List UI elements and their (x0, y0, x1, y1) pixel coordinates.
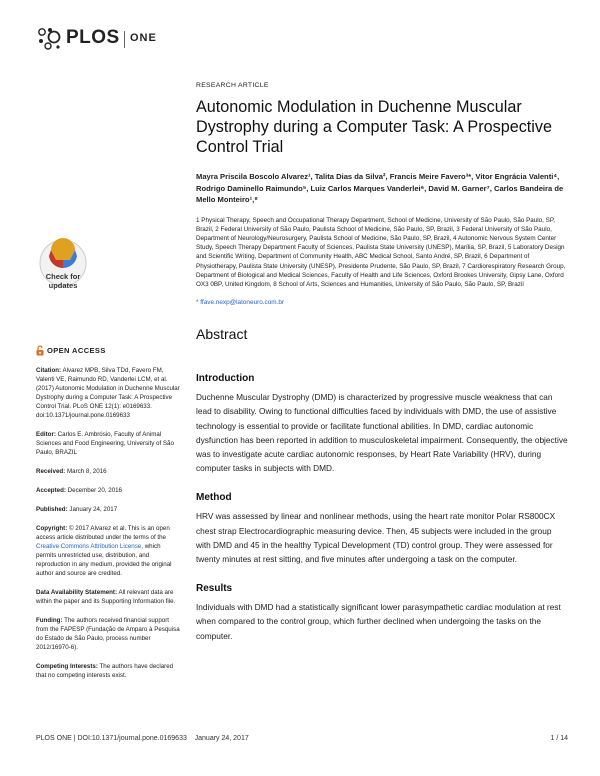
published-date: January 24, 2017 (69, 506, 118, 513)
article-metadata-sidebar (36, 345, 181, 690)
section-text-introduction: Duchenne Muscular Dystrophy (DMD) is characterized by progressive muscle weakness that can lead to disability. Owing to functional difficulties faced by individuals with DMD, the use of assistive technology is essential to provide or facilitate functional abilities. In DMD, cardiac autonomic dysfunction has been reported in addition to musculoskeletal impairment. Consequently, the objective was to investigate acute cardiac autonomic responses, by Heart Rate Variability (HRV), during computer tasks in subjects with DMD. (196, 392, 568, 474)
accepted (36, 486, 181, 495)
copyright-text-end: , which permits unrestricted use, distribution, and reproduction in any medium, provided the original author and source are credited. (36, 543, 172, 577)
check-for-updates-badge[interactable] (38, 238, 88, 298)
abstract-heading: Abstract (196, 326, 248, 343)
citation (36, 366, 181, 420)
author-list: Mayra Priscila Boscolo Alvarez¹, Talita Dias da Silva², Francis Meire Favero³*, Vitor Engrácia Valenti⁴, Rodrigo Daminello Raimundo⁵, Luiz Carlos Marques Vanderlei⁶, David M. Garner⁷, Carlos Bandeira de Mello Monteiro¹,⁸ (196, 172, 564, 204)
citation-text: Alvarez MPB, Silva TDd, Favero FM, Valenti VE, Raimundo RD, Vanderlei LCM, et al. (2017) Autonomic Modulation in Duchenne Muscular Dystrophy during a Computer Task: A Prospective Control Trial. PLoS ONE 12(1): e0169633. doi:10.1371/journal.pone.0169633 (36, 367, 180, 419)
competing-interests (36, 662, 181, 680)
article-title: Autonomic Modulation in Duchenne Muscular Dystrophy during a Computer Task: A Prospective Control Trial (196, 98, 552, 156)
license-link[interactable]: Creative Commons Attribution License (36, 543, 142, 550)
section-heading-method: Method (196, 492, 232, 504)
page-number: 1 / 14 (550, 735, 568, 742)
editor-text: Carlos E. Ambrósio, Faculty of Animal Sciences and Food Engineering, University of São Paulo, BRAZIL (36, 431, 174, 456)
open-access-badge (36, 345, 181, 356)
open-access-label: OPEN ACCESS (47, 346, 106, 355)
section-heading-results: Results (196, 583, 233, 595)
footer-citation: PLOS ONE | DOI:10.1371/journal.pone.0169633 January 24, 2017 (36, 735, 249, 742)
accepted-date: December 20, 2016 (67, 487, 123, 494)
copyright-label: Copyright: (36, 525, 68, 532)
received (36, 467, 181, 476)
published-label: Published: (36, 506, 68, 513)
funding (36, 616, 181, 652)
article-type-label: RESEARCH ARTICLE (196, 82, 269, 89)
affiliations: 1 Physical Therapy, Speech and Occupational Therapy Department, School of Medicine, University of São Paulo, São Paulo, SP, Brazil, 2 Federal University of São Paulo, Paulista School of Medicine, São Paulo, SP, Brazil, 3 Federal University of São Paulo, Department of Neurology/Neurosurgery, Paulista School of Medicine, São Paulo, SP, Brazil, 4 Autonomic Nervous System Center Study, Speech Therapy Department Faculty of Sciences, Paulista State University (UNESP), Marília, SP, Brazil, 5 Laboratory Design and Scientific Writing, Department of Community Health, ABC Medical School, Santo André, SP, Brazil, 6 Department of Physiotherapy, Paulista State University (UNESP), Presidente Prudente, São Paulo, SP, Brazil, 7 Cardiorespiratory Research Group, Department of Biological and Medical Sciences, Faculty of Health and Life Sciences, Oxford Brookes University, Gipsy Lane, Oxford OX3 0BP, United Kingdom, 8 School of Arts, Sciences and Humanities, University of São Paulo, São Paulo, SP, Brazil (196, 216, 566, 288)
page-footer (36, 735, 568, 742)
brand-name: PLOS (66, 27, 120, 48)
competing-interests-text: The authors have declared that no competing interests exist. (36, 663, 174, 679)
logo-divider (124, 31, 125, 48)
section-text-results: Individuals with DMD had a statistically significant lower parasympathetic cardiac modulation at rest when compared to the control group, which further declined when undergoing the tasks on the computer. (196, 602, 561, 641)
funding-text: The authors received financial support from the FAPESP (Fundação de Amparo à Pesquisa do Estado de São Paulo, process number 2012/16970-6). (36, 617, 180, 651)
copyright-text: © 2017 Alvarez et al. This is an open access article distributed under the terms of the (36, 525, 170, 541)
funding-label: Funding: (36, 617, 63, 624)
received-date: March 8, 2016 (66, 468, 107, 475)
article-main (196, 82, 568, 660)
data-availability-text: All relevant data are within the paper and its Supporting Information file. (36, 589, 176, 605)
check-for-updates-label: Check for updates (45, 272, 81, 290)
plos-one-logo (36, 26, 166, 52)
section-text-method: HRV was assessed by linear and nonlinear methods, using the heart rate monitor Polar RS800CX chest strap Electrocardiographic measuring device. Then, 45 subjects were included in the group with DMD and 45 in the healthy Typical Development (TD) control group. They were assessed for twenty minutes at rest sitting, and five minutes after undergoing a task on the computer. (196, 511, 556, 564)
section-heading-introduction: Introduction (196, 373, 255, 385)
published (36, 505, 181, 514)
data-availability-label: Data Availability Statement: (36, 589, 118, 596)
competing-interests-label: Competing Interests: (36, 663, 98, 670)
journal-name: ONE (130, 32, 157, 44)
open-lock-icon (36, 345, 44, 356)
accepted-label: Accepted: (36, 487, 66, 494)
editor (36, 430, 181, 457)
data-availability (36, 588, 181, 606)
received-label: Received: (36, 468, 66, 475)
copyright (36, 524, 181, 578)
editor-label: Editor: (36, 431, 56, 438)
citation-label: Citation: (36, 367, 62, 374)
corresponding-email-link[interactable]: * ffave.nexp@latoneuro.com.br (196, 299, 285, 307)
